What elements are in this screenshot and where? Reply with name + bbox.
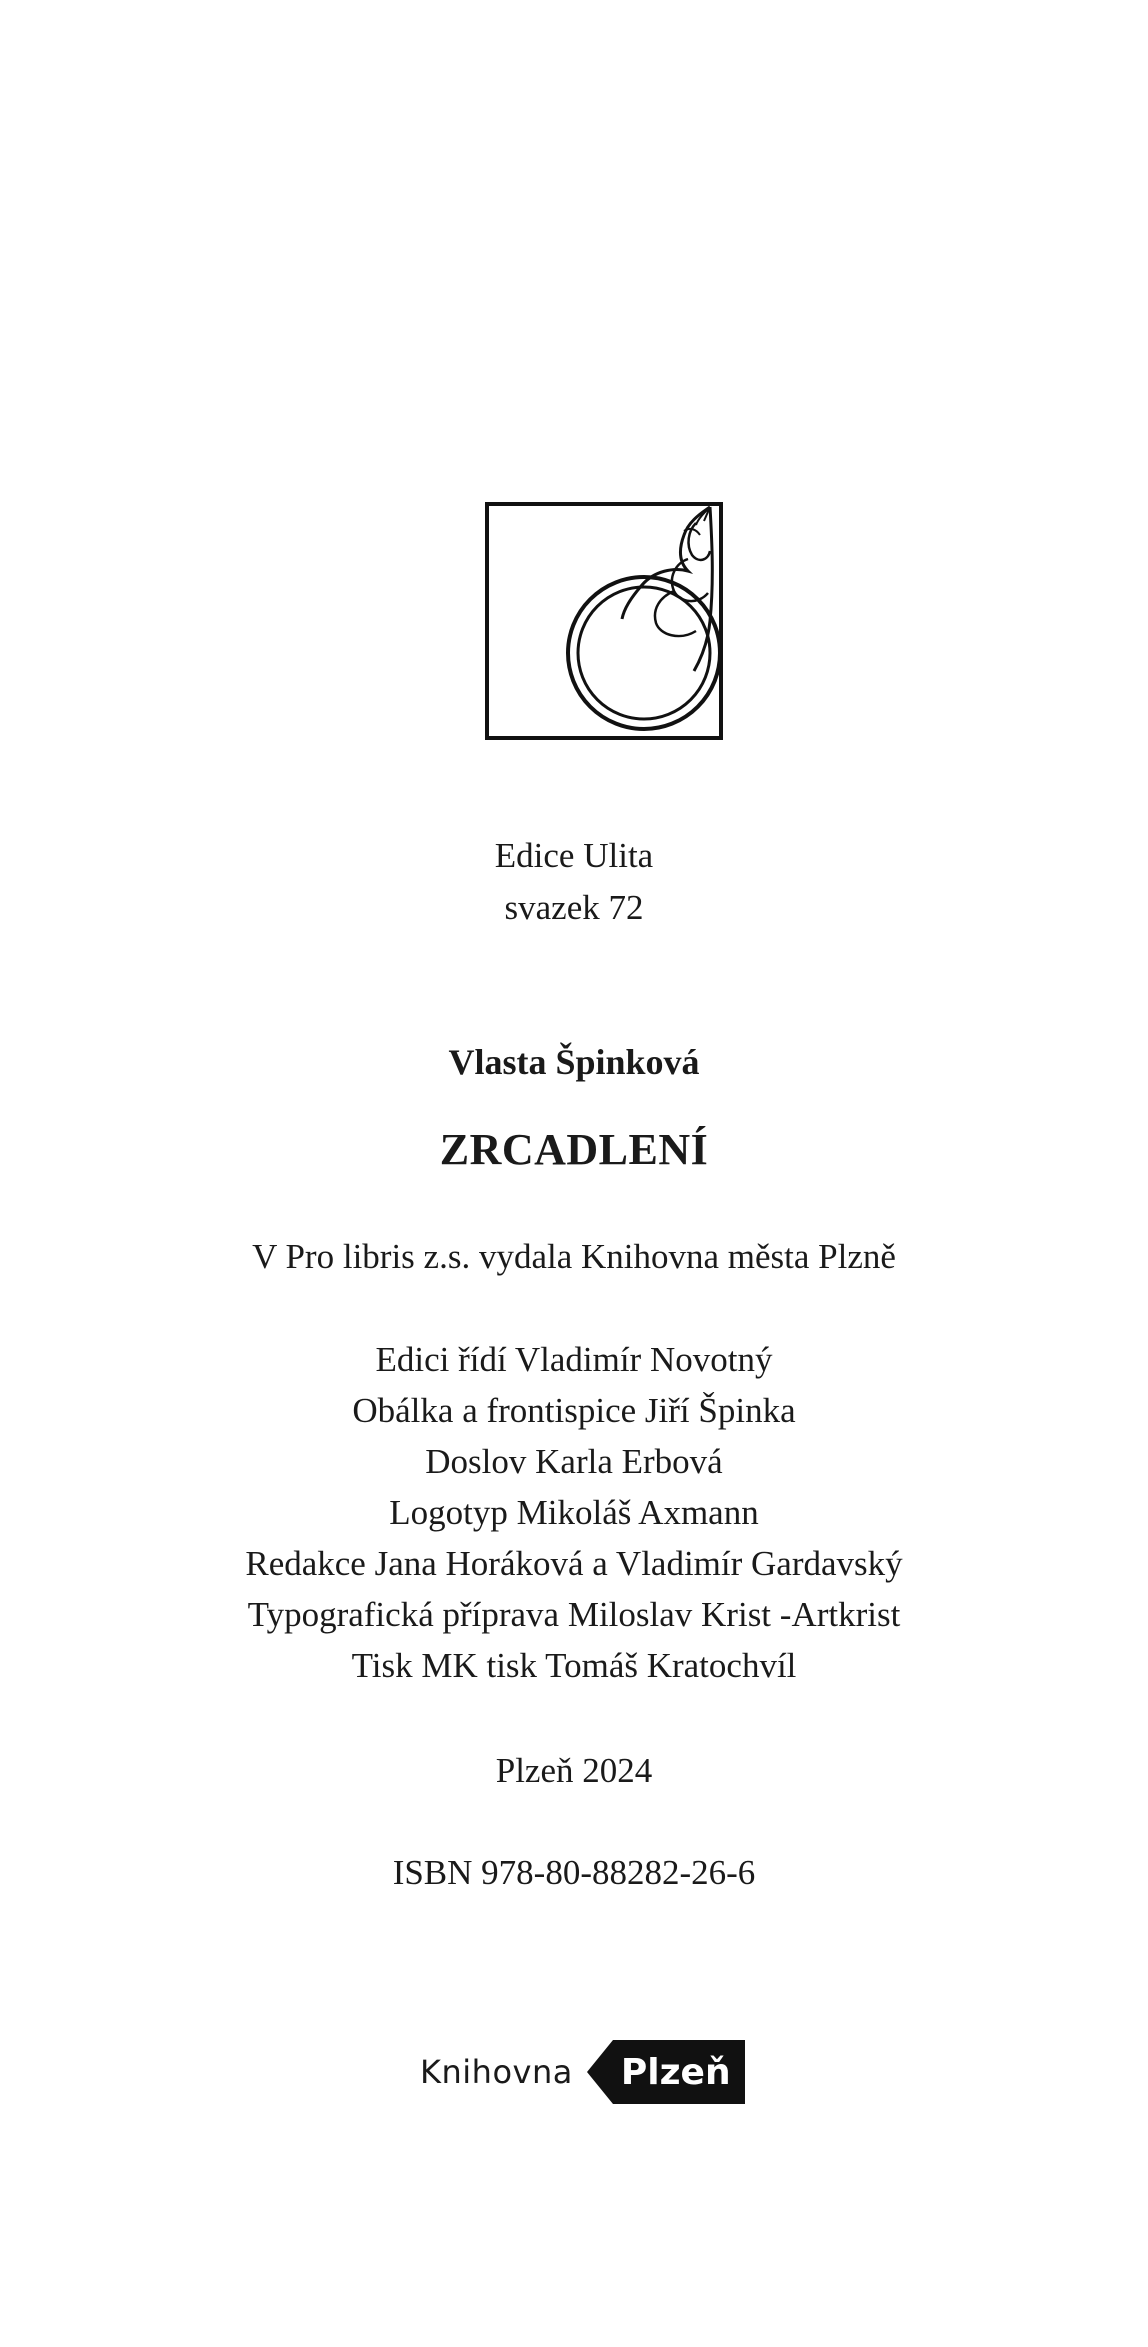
place-year: Plzeň 2024 xyxy=(495,1751,653,1790)
shell-mirror-icon xyxy=(484,501,724,741)
credit-line: Logotyp Mikoláš Axmann xyxy=(389,1493,759,1532)
credit-line: Obálka a frontispice Jiří Špinka xyxy=(352,1391,796,1430)
credit-line: Tisk MK tisk Tomáš Kratochvíl xyxy=(351,1646,797,1685)
library-logo-tag xyxy=(587,2040,745,2104)
publisher-line: V Pro libris z.s. vydala Knihovna města Plzně xyxy=(252,1237,896,1276)
tag-point-icon xyxy=(587,2040,613,2104)
edition-volume: svazek 72 xyxy=(504,888,644,927)
library-logo-word: Knihovna xyxy=(420,2053,573,2091)
credits-block xyxy=(0,1334,1148,1691)
library-logo-tag-text: Plzeň xyxy=(613,2040,745,2104)
edition-series: Edice Ulita xyxy=(494,836,654,875)
credit-line: Redakce Jana Horáková a Vladimír Gardavský xyxy=(245,1544,903,1583)
credit-line: Doslov Karla Erbová xyxy=(425,1442,723,1481)
credit-line: Typografická příprava Miloslav Krist -Artkrist xyxy=(247,1595,901,1634)
book-author: Vlasta Špinková xyxy=(448,1042,700,1082)
book-title: ZRCADLENÍ xyxy=(439,1125,709,1174)
edition-block xyxy=(0,830,1148,934)
isbn: ISBN 978-80-88282-26-6 xyxy=(392,1853,756,1892)
knihovna-plzen-logo xyxy=(420,2040,745,2104)
credit-line: Edici řídí Vladimír Novotný xyxy=(375,1340,773,1379)
